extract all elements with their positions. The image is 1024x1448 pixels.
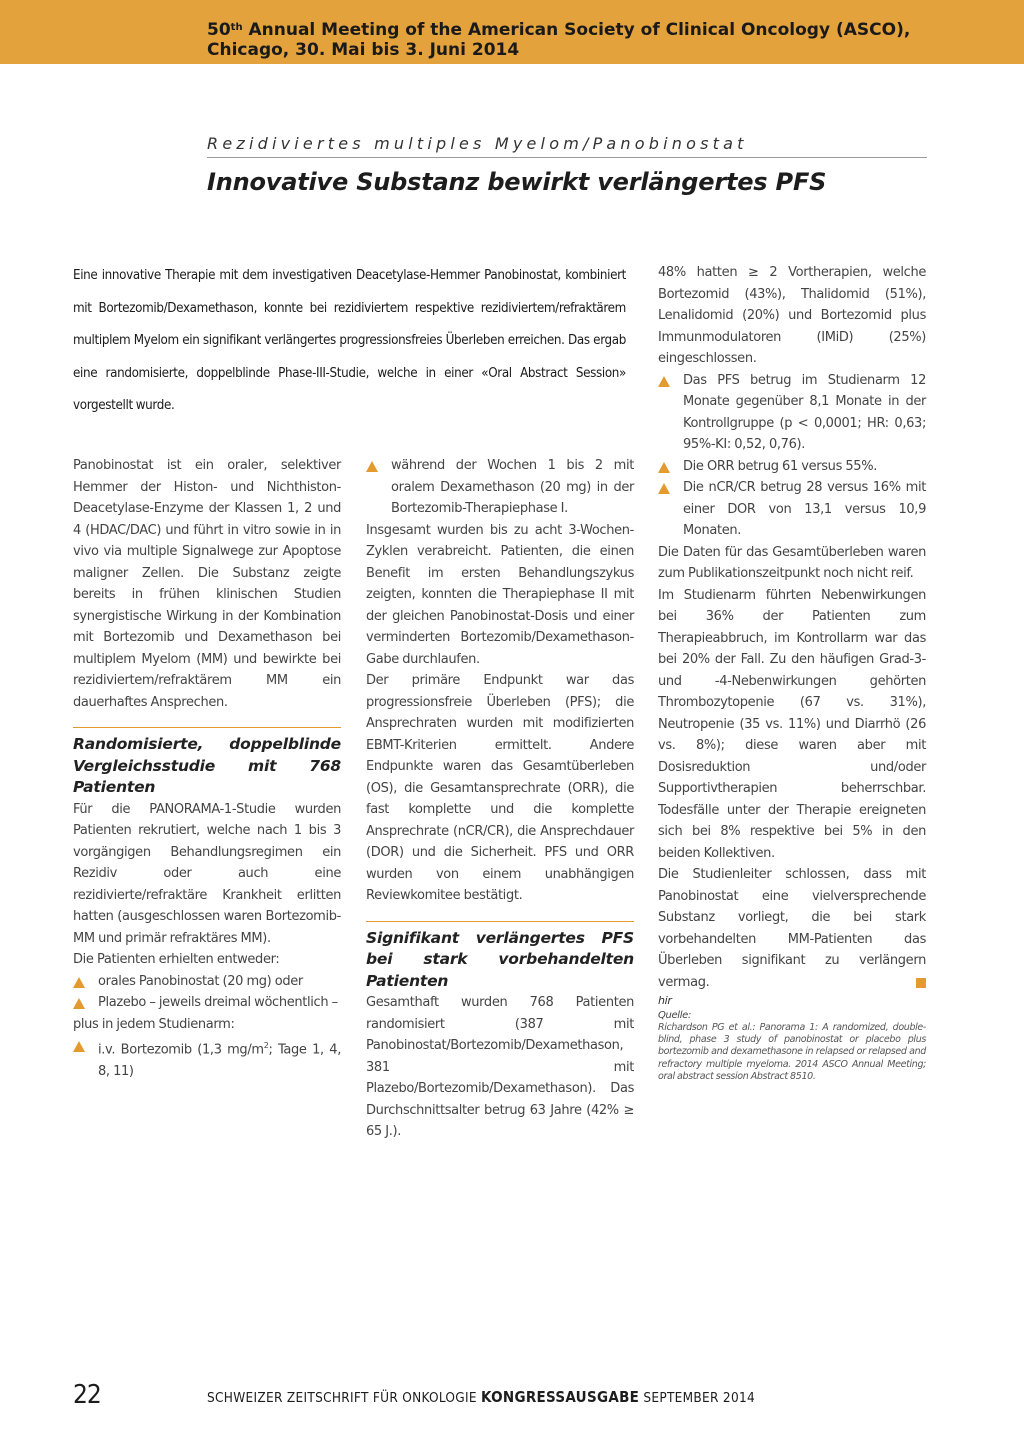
col3-paragraph-1: 48% hatten ≥ 2 Vortherapien, welche Bortezomid (43%), Thalidomid (51%), Lenalidomid (20%) und Bortezomid plus Immunmodulatoren (IMiD) (25%) eingeschlossen. xyxy=(658,265,926,366)
col1-bullet-3-text: i.v. Bortezomib (1,3 mg/m xyxy=(98,1042,264,1058)
page-number: 22 xyxy=(73,1380,101,1410)
col3-bullet-3 xyxy=(658,477,926,542)
column-3 xyxy=(658,262,926,1083)
col3-paragraph-2: Die Daten für das Gesamtüberleben waren zum Publikationszeitpunkt noch nicht reif. xyxy=(658,544,926,581)
col3-paragraph-4-text: Die Studienleiter schlossen, dass mit Panobinostat eine vielversprechende Substanz vorliegt, die bei stark vorbehandelten MM-Patienten das Überleben signifikant zu verlängern vermag. xyxy=(658,867,926,990)
col3-bullet-2 xyxy=(658,456,926,478)
col2-bullet-1-text: während der Wochen 1 bis 2 mit oralem Dexamethason (20 mg) in der Bortezomib-Therapiephase I. xyxy=(391,458,634,516)
meeting-ordinal: th xyxy=(230,22,243,33)
col1-bullet-2 xyxy=(73,992,341,1014)
col1-subhead-divider xyxy=(73,727,341,728)
col2-paragraph-1: Insgesamt wurden bis zu acht 3-Wochen-Zyklen verabreicht. Patienten, die einen Benefit im ersten Behandlungszykus zeigten, konnten die Therapiephase II mit der gleichen Panobinostat-Dosis und einer verminderten Bortezomib/Dexamethason-Gabe durchlaufen. xyxy=(366,522,634,667)
col1-paragraph-4: plus in jedem Studienarm: xyxy=(73,1016,235,1032)
col1-bullet-3-superscript: 2 xyxy=(263,1041,269,1050)
meeting-header-line2: Chicago, 30. Mai bis 3. Juni 2014 xyxy=(207,40,520,60)
column-2 xyxy=(366,455,634,1143)
col3-paragraph-3: Im Studienarm führten Nebenwirkungen bei 36% der Patienten zum Therapieabbruch, im Kontrollarm war das bei 20% der Fall. Zu den häufigen Grad-3- und -4-Nebenwirkungen gehörten Thrombozytopenie (67 vs. 31%), Neutropenie (35 vs. 11%) und Diarrhö (26 vs. 8%); diese waren aber mit Dosisreduktion und/oder Supportivtherapien beherrschbar. Todesfälle unter der Therapie ereigneten sich bei 8% respektive bei 5% in den beiden Kollektiven. xyxy=(658,587,926,861)
article-headline: Innovative Substanz bewirkt verlängertes PFS xyxy=(207,168,827,196)
source-label: Quelle: xyxy=(658,1010,691,1021)
col3-bullet-2-text: Die ORR betrug 61 versus 55%. xyxy=(683,458,878,474)
article-lead: Eine innovative Therapie mit dem investigativen Deacetylase-Hemmer Panobinostat, kombiniert mit Bortezomib/Dexamethason, konnte bei rezidiviertem respektive rezidiviertem/refraktärem multiplem Myelom ein signifikant verlängertes progressionsfreies Überleben erreichen. Das ergab eine randomisierte, doppelblinde Phase-III-Studie, welche in einer «Oral Abstract Session» vorgestellt wurde. xyxy=(73,268,626,414)
kicker-divider xyxy=(207,157,927,158)
col1-bullet-1 xyxy=(73,971,341,993)
col2-paragraph-2: Der primäre Endpunkt war das progressionsfreie Überleben (PFS); die Ansprechraten wurden mit modifizierten EBMT-Kriterien ermittelt. Andere Endpunkte waren das Gesamtüberleben (OS), die Gesamtansprechrate (ORR), die fast komplette und die komplette Ansprechrate (nCR/CR), die Ansprechdauer (DOR) und die Sicherheit. PFS und ORR wurden von einem unabhängigen Reviewkomitee bestätigt. xyxy=(366,673,634,903)
col1-paragraph-3: Die Patienten erhielten entweder: xyxy=(73,952,280,967)
journal-name: SCHWEIZER ZEITSCHRIFT FÜR ONKOLOGIE xyxy=(207,1390,481,1406)
col3-bullet-3-text: Die nCR/CR betrug 28 versus 16% mit einer DOR von 13,1 versus 10,9 Monaten. xyxy=(683,480,926,538)
author-signature: hir xyxy=(658,994,672,1007)
meeting-number: 50 xyxy=(207,20,231,40)
col3-paragraph-4 xyxy=(658,864,926,993)
triangle-bullet-icon xyxy=(73,998,85,1009)
meeting-name: Annual Meeting of the American Society of Clinical Oncology (ASCO), xyxy=(242,20,911,40)
column-1 xyxy=(73,455,341,1082)
triangle-bullet-icon xyxy=(73,977,85,988)
triangle-bullet-icon xyxy=(73,1041,85,1052)
col1-bullet-2-text: Plazebo – jeweils dreimal wöchentlich – xyxy=(98,995,338,1010)
triangle-bullet-icon xyxy=(658,376,670,387)
col1-bullet-3 xyxy=(73,1035,341,1082)
col2-subhead-divider xyxy=(366,921,634,922)
end-of-article-square-icon xyxy=(916,978,926,988)
triangle-bullet-icon xyxy=(366,461,378,472)
col3-bullet-1-text: Das PFS betrug im Studienarm 12 Monate gegenüber 8,1 Monate in der Kontrollgruppe (p < 0,0001; HR: 0,63; 95%-KI: 0,52, 0,76). xyxy=(683,372,926,452)
col1-paragraph-1: Panobinostat ist ein oraler, selektiver Hemmer der Histon- und Nichthiston-Deacetylase-Enzyme der Klassen 1, 2 und 4 (HDAC/DAC) und führt in vitro sowie in in vivo via multiple Signalwege zur Apoptose maligner Zellen. Die Substanz zeigte bereits in frühen klinischen Studien synergistische Wirkung in der Kombination mit Bortezomib und Dexamethason bei multiplem Myelom (MM) und bewirkte bei rezidiviertem/refraktärem MM ein dauerhaftes Ansprechen. xyxy=(73,458,341,710)
article-kicker: Rezidiviertes multiples Myelom/Panobinostat xyxy=(207,134,748,153)
meeting-header-line1 xyxy=(207,20,910,40)
source-citation: Richardson PG et al.: Panorama 1: A randomized, double-blind, phase 3 study of panobinostat or placebo plus bortezomib and dexamethasone in relapsed or relapsed and refractory multiple myeloma. 2014 ASCO Annual Meeting; oral abstract session Abstract 8510. xyxy=(658,1022,926,1082)
col2-subhead: Signifikant verlängertes PFS bei stark vorbehandelten Patienten xyxy=(366,928,634,990)
meeting-header xyxy=(207,20,910,60)
col1-subhead: Randomisierte, doppelblinde Vergleichsstudie mit 768 Patienten xyxy=(73,735,341,796)
triangle-bullet-icon xyxy=(658,462,670,473)
col1-bullet-1-text: orales Panobinostat (20 mg) oder xyxy=(98,973,303,989)
edition-label: KONGRESSAUSGABE xyxy=(481,1388,640,1406)
journal-footer xyxy=(207,1388,755,1406)
col2-bullet-1 xyxy=(366,455,634,520)
issue-date: SEPTEMBER 2014 xyxy=(639,1390,756,1406)
triangle-bullet-icon xyxy=(658,483,670,494)
col1-paragraph-2: Für die PANORAMA-1-Studie wurden Patienten rekrutiert, welche nach 1 bis 3 vorgängigen Behandlungsregimen ein Rezidiv oder auch eine rezidivierte/refraktäre Krankheit erlitten hatten (ausgeschlossen waren Bortezomib-MM und primär refraktäres MM). xyxy=(73,801,341,946)
col3-bullet-1 xyxy=(658,370,926,456)
col2-paragraph-3: Gesamthaft wurden 768 Patienten randomisiert (387 mit Panobinostat/Bortezomib/Dexamethason, 381 mit Plazebo/Bortezomib/Dexamethason). Das Durchschnittsalter betrug 63 Jahre (42% ≥ 65 J.). xyxy=(366,995,634,1139)
col1-bullet-3-text-end: ; Tage 1, 4, 8, 11) xyxy=(98,1042,341,1079)
